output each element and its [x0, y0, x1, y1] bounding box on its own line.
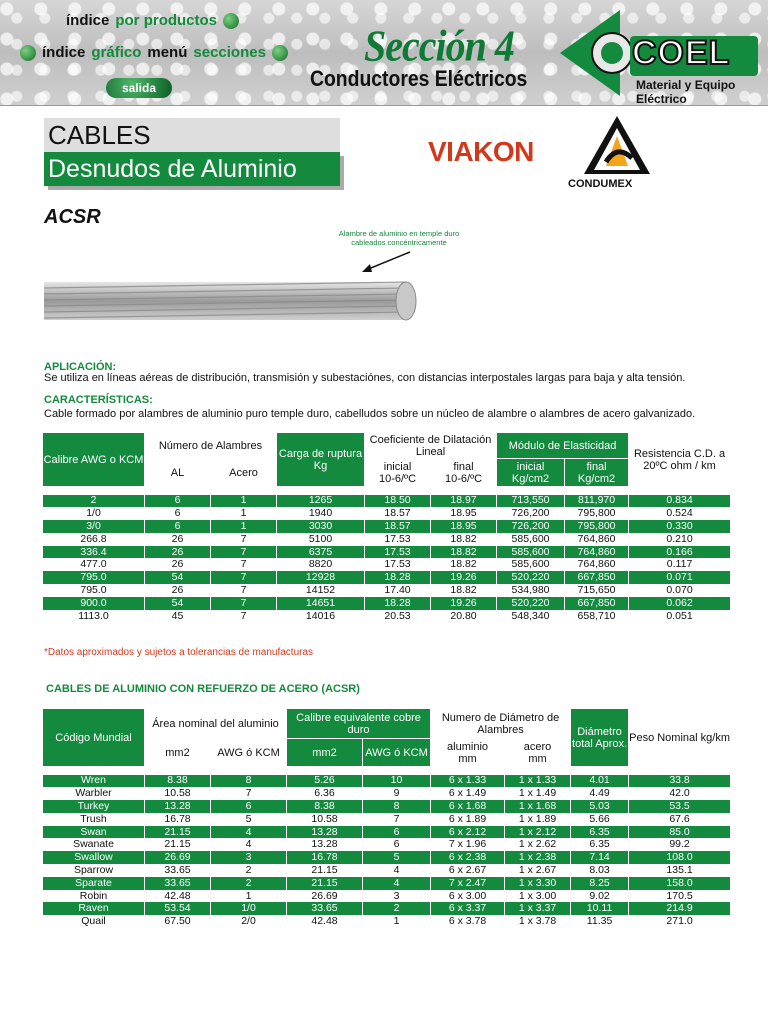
table-cell: 13.28: [287, 826, 363, 839]
table-cell: 10.58: [287, 813, 363, 826]
table-cell: 8.25: [571, 877, 629, 890]
aplicacion-heading: APLICACIÓN:: [44, 361, 117, 373]
viakon-logo: VIAKON: [428, 136, 534, 167]
table-cell: 18.97: [431, 495, 497, 508]
page-header: [0, 0, 768, 106]
table-cell: 6 x 2.38: [431, 851, 505, 864]
table-cell: 158.0: [629, 877, 731, 890]
table-cell: 21.15: [145, 826, 211, 839]
table-cell: 0.166: [629, 546, 731, 559]
table-cell: 520,220: [497, 597, 565, 610]
table-cell: 8.38: [145, 775, 211, 788]
table-cell: 4: [211, 838, 287, 851]
table-cell: 7: [211, 533, 277, 546]
table-cell: Robin: [43, 890, 145, 903]
table-cell: 9: [363, 787, 431, 800]
table-cell: 6 x 2.12: [431, 826, 505, 839]
table-cell: 6375: [277, 546, 365, 559]
section-number: Sección 4: [364, 20, 514, 71]
table-cell: 336.4: [43, 546, 145, 559]
header-area: Área nominal del aluminio: [145, 709, 287, 739]
table-cell: 5100: [277, 533, 365, 546]
table2-title: CABLES DE ALUMINIO CON REFUERZO DE ACERO (ACSR): [46, 683, 360, 695]
table-cell: 795.0: [43, 584, 145, 597]
header-cobre-awg: AWG ó KCM: [363, 739, 431, 767]
table-cell: 0.117: [629, 558, 731, 571]
table-cell: 1 x 2.62: [505, 838, 571, 851]
caracteristicas-heading: CARACTERÍSTICAS:: [44, 394, 153, 406]
table-cell: 658,710: [565, 610, 629, 623]
header-carga: Carga de ruptura Kg: [277, 433, 365, 487]
table-cell: 6: [363, 838, 431, 851]
table-cell: 4.01: [571, 775, 629, 788]
table-cell: 7: [211, 787, 287, 800]
table-cell: 26: [145, 546, 211, 559]
table-cell: 4: [211, 826, 287, 839]
table-cell: 18.28: [365, 597, 431, 610]
table-cell: 726,200: [497, 507, 565, 520]
header-calibre-equiv: Calibre equivalente cobre duro: [287, 709, 431, 739]
table-cell: 1 x 3.00: [505, 890, 571, 903]
aplicacion-text: Se utiliza en líneas aéreas de distribución, transmisión y subestaciónes, con distancias interpostales largas para baja y alta tensión.: [44, 372, 686, 384]
table-cell: Turkey: [43, 800, 145, 813]
table-cell: 1: [211, 495, 277, 508]
table-cell: 1 x 2.12: [505, 826, 571, 839]
table-cell: 2/0: [211, 915, 287, 928]
table-cell: Sparate: [43, 877, 145, 890]
table-cell: 1: [363, 915, 431, 928]
table-row: [43, 775, 731, 788]
footnote: *Datos aproximados y sujetos a tolerancias de manufacturas: [44, 647, 314, 658]
acsr-specs-body: [43, 495, 731, 623]
acsr-codes-body: [43, 775, 731, 929]
table-cell: 1113.0: [43, 610, 145, 623]
acsr-codes-table: [42, 708, 731, 928]
table-cell: 7: [211, 610, 277, 623]
table-cell: 1940: [277, 507, 365, 520]
table-cell: 1 x 1.33: [505, 775, 571, 788]
table-row: [43, 495, 731, 508]
condumex-label: CONDUMEX: [568, 178, 633, 190]
table-row: [43, 915, 731, 928]
table-cell: 1: [211, 520, 277, 533]
table-cell: 1 x 1.49: [505, 787, 571, 800]
table-cell: 1: [211, 507, 277, 520]
table-cell: 16.78: [145, 813, 211, 826]
table-cell: 520,220: [497, 571, 565, 584]
header-area-awg: AWG ó KCM: [211, 739, 287, 767]
table-cell: 6: [145, 507, 211, 520]
table-cell: 10: [363, 775, 431, 788]
table-cell: 8: [211, 775, 287, 788]
table-cell: 585,600: [497, 533, 565, 546]
salida-button[interactable]: salida: [106, 78, 172, 98]
table-row: [43, 787, 731, 800]
table-cell: 18.82: [431, 546, 497, 559]
table-cell: 0.210: [629, 533, 731, 546]
table-cell: 271.0: [629, 915, 731, 928]
caracteristicas-text: Cable formado por alambres de aluminio puro temple duro, cabelludos sobre un núcleo de alambre o alambres de acero galvanizado.: [44, 408, 696, 420]
table-cell: 33.65: [145, 864, 211, 877]
header-peso: Peso Nominal kg/km: [629, 709, 731, 767]
table-cell: 7 x 2.47: [431, 877, 505, 890]
table-cell: 667,850: [565, 597, 629, 610]
table-cell: 26: [145, 558, 211, 571]
table-cell: 18.95: [431, 520, 497, 533]
table-cell: 21.15: [145, 838, 211, 851]
table-cell: 19.26: [431, 571, 497, 584]
table-cell: 795,800: [565, 520, 629, 533]
table-cell: 0.062: [629, 597, 731, 610]
table-cell: 6 x 2.67: [431, 864, 505, 877]
table-cell: 19.26: [431, 597, 497, 610]
table-row: [43, 507, 731, 520]
table-cell: 18.57: [365, 520, 431, 533]
table-cell: 18.28: [365, 571, 431, 584]
table-row: [43, 902, 731, 915]
table-cell: 54: [145, 597, 211, 610]
table-row: [43, 571, 731, 584]
table-cell: 33.65: [145, 877, 211, 890]
table-cell: 6: [363, 826, 431, 839]
table-cell: 795.0: [43, 571, 145, 584]
table-cell: 9.02: [571, 890, 629, 903]
table-cell: 266.8: [43, 533, 145, 546]
acsr-specs-table: [42, 432, 731, 622]
nav-menu-secciones[interactable]: menú: [147, 44, 188, 61]
table-cell: 8.38: [287, 800, 363, 813]
cable-illustration-icon: [44, 248, 424, 324]
table-cell: 5: [363, 851, 431, 864]
table-cell: 10.11: [571, 902, 629, 915]
table-cell: 764,860: [565, 558, 629, 571]
table-cell: 2: [211, 864, 287, 877]
header-cobre-mm2: mm2: [287, 739, 363, 767]
table-cell: 6 x 1.89: [431, 813, 505, 826]
header-aluminio: aluminio mm: [431, 739, 505, 767]
table-row: [43, 890, 731, 903]
table-cell: 14651: [277, 597, 365, 610]
table-cell: 18.50: [365, 495, 431, 508]
table-cell: 6 x 3.78: [431, 915, 505, 928]
table-cell: 0.524: [629, 507, 731, 520]
table-cell: 5: [211, 813, 287, 826]
table-cell: Wren: [43, 775, 145, 788]
table-cell: 54: [145, 571, 211, 584]
table-row: [43, 597, 731, 610]
table-cell: 6: [145, 520, 211, 533]
table-cell: 5.66: [571, 813, 629, 826]
table-cell: 6 x 1.49: [431, 787, 505, 800]
table-cell: Raven: [43, 902, 145, 915]
header-codigo: Código Mundial: [43, 709, 145, 767]
page-title: [44, 118, 340, 188]
table-cell: 548,340: [497, 610, 565, 623]
table-cell: 7: [211, 558, 277, 571]
table-cell: 585,600: [497, 546, 565, 559]
table-cell: 0.071: [629, 571, 731, 584]
product-code: ACSR: [44, 206, 101, 228]
table-cell: 0.330: [629, 520, 731, 533]
table-row: [43, 877, 731, 890]
table-cell: 20.53: [365, 610, 431, 623]
table-cell: 1: [211, 890, 287, 903]
table-cell: 1/0: [43, 507, 145, 520]
table-cell: 0.834: [629, 495, 731, 508]
table-row: [43, 826, 731, 839]
header-mod-inicial: inicial Kg/cm2: [497, 459, 565, 487]
table-cell: 14152: [277, 584, 365, 597]
table-cell: 17.53: [365, 558, 431, 571]
table-cell: 0.070: [629, 584, 731, 597]
table-cell: 17.40: [365, 584, 431, 597]
table-cell: Trush: [43, 813, 145, 826]
table-cell: Sparrow: [43, 864, 145, 877]
table-cell: 6: [211, 800, 287, 813]
green-dot-icon: [20, 45, 36, 61]
table-cell: 42.48: [287, 915, 363, 928]
title-desnudos: Desnudos de Aluminio: [44, 152, 340, 186]
table-cell: 42.0: [629, 787, 731, 800]
table-cell: 726,200: [497, 520, 565, 533]
table-cell: 1265: [277, 495, 365, 508]
table-cell: 4.49: [571, 787, 629, 800]
header-numero-alambres: Número de Alambres: [145, 433, 277, 459]
table-cell: 1 x 1.89: [505, 813, 571, 826]
table-cell: 8820: [277, 558, 365, 571]
table-cell: 3: [211, 851, 287, 864]
table-cell: 6 x 1.68: [431, 800, 505, 813]
table-cell: 108.0: [629, 851, 731, 864]
table-cell: 33.65: [287, 902, 363, 915]
table-cell: Warbler: [43, 787, 145, 800]
header-diametro: Diámetro total Aprox.: [571, 709, 629, 767]
header-al: AL: [145, 459, 211, 487]
table-cell: 811,970: [565, 495, 629, 508]
table-cell: 1/0: [211, 902, 287, 915]
header-modulo: Módulo de Elasticidad: [497, 433, 629, 459]
header-resistencia: Resistencia C.D. a 20ºC ohm / km: [629, 433, 731, 487]
table-cell: 6.35: [571, 838, 629, 851]
header-coef-inicial: inicial 10-6/ºC: [365, 459, 431, 487]
table-cell: 6: [145, 495, 211, 508]
table-cell: 2: [211, 877, 287, 890]
table-row: [43, 800, 731, 813]
table-cell: 3030: [277, 520, 365, 533]
table-cell: 33.8: [629, 775, 731, 788]
table-cell: 99.2: [629, 838, 731, 851]
table-row: [43, 851, 731, 864]
table-cell: 17.53: [365, 533, 431, 546]
table-cell: 18.82: [431, 584, 497, 597]
table-cell: 7: [211, 546, 277, 559]
table-cell: 585,600: [497, 558, 565, 571]
table-cell: 7.14: [571, 851, 629, 864]
table-cell: 6 x 1.33: [431, 775, 505, 788]
table-cell: 4: [363, 877, 431, 890]
table-cell: 2: [363, 902, 431, 915]
brand-subtitle: Material y Equipo Eléctrico: [636, 78, 736, 106]
table-cell: 135.1: [629, 864, 731, 877]
table-row: [43, 533, 731, 546]
table-row: [43, 813, 731, 826]
table-cell: 534,980: [497, 584, 565, 597]
header-area-mm2: mm2: [145, 739, 211, 767]
table-cell: 1 x 1.68: [505, 800, 571, 813]
table-cell: 1 x 3.30: [505, 877, 571, 890]
table-cell: 667,850: [565, 571, 629, 584]
table-cell: 26.69: [145, 851, 211, 864]
header-calibre: Calibre AWG o KCM: [43, 433, 145, 487]
table-cell: 18.82: [431, 533, 497, 546]
table-cell: 2: [43, 495, 145, 508]
table-cell: 20.80: [431, 610, 497, 623]
table-cell: 7: [211, 597, 277, 610]
table-cell: 477.0: [43, 558, 145, 571]
table-cell: 7: [363, 813, 431, 826]
table-cell: 900.0: [43, 597, 145, 610]
table-cell: 8.03: [571, 864, 629, 877]
table-cell: 7: [211, 584, 277, 597]
green-dot-icon: [223, 13, 239, 29]
table-row: [43, 838, 731, 851]
table-cell: 1 x 3.37: [505, 902, 571, 915]
title-cables: CABLES: [44, 118, 340, 152]
table-cell: 3/0: [43, 520, 145, 533]
table-cell: Swan: [43, 826, 145, 839]
table-cell: 1 x 2.67: [505, 864, 571, 877]
table-cell: 5.03: [571, 800, 629, 813]
table-row: [43, 558, 731, 571]
table-row: [43, 520, 731, 533]
table-cell: 10.58: [145, 787, 211, 800]
table-cell: 1 x 3.78: [505, 915, 571, 928]
header-numero-diametro: Numero de Diámetro de Alambres: [431, 709, 571, 739]
table-cell: Swallow: [43, 851, 145, 864]
table-cell: Swanate: [43, 838, 145, 851]
table-cell: 17.53: [365, 546, 431, 559]
table-cell: 53.5: [629, 800, 731, 813]
table-cell: 12928: [277, 571, 365, 584]
table-cell: 14016: [277, 610, 365, 623]
header-mod-final: final Kg/cm2: [565, 459, 629, 487]
table-row: [43, 864, 731, 877]
table-cell: 7 x 1.96: [431, 838, 505, 851]
header-coeficiente: Coeficiente de Dilatación Lineal: [365, 433, 497, 459]
table-cell: 13.28: [145, 800, 211, 813]
table-cell: 4: [363, 864, 431, 877]
table-cell: 764,860: [565, 546, 629, 559]
header-acero-mm: acero mm: [505, 739, 571, 767]
table-cell: 18.57: [365, 507, 431, 520]
cable-annotation: Alambre de aluminio en temple duro cableados concéntricamente: [338, 229, 460, 247]
table-cell: 6 x 3.37: [431, 902, 505, 915]
table-cell: 13.28: [287, 838, 363, 851]
green-dot-icon: [272, 45, 288, 61]
table-cell: 764,860: [565, 533, 629, 546]
header-coef-final: final 10-6/ºC: [431, 459, 497, 487]
table-cell: 7: [211, 571, 277, 584]
table-cell: 42.48: [145, 890, 211, 903]
table-cell: 0.051: [629, 610, 731, 623]
table-cell: 67.50: [145, 915, 211, 928]
table-cell: 795,800: [565, 507, 629, 520]
table-cell: 21.15: [287, 877, 363, 890]
table-cell: 16.78: [287, 851, 363, 864]
table-cell: 85.0: [629, 826, 731, 839]
table-cell: 26.69: [287, 890, 363, 903]
table-row: [43, 610, 731, 623]
table-cell: 170.5: [629, 890, 731, 903]
table-cell: 1 x 2.38: [505, 851, 571, 864]
table-cell: Quail: [43, 915, 145, 928]
table-cell: 8: [363, 800, 431, 813]
table-cell: 6.36: [287, 787, 363, 800]
nav-indice-grafico[interactable]: índice gráfico menú secciones: [20, 44, 288, 61]
table-row: [43, 584, 731, 597]
table-cell: 5.26: [287, 775, 363, 788]
table-cell: 214.9: [629, 902, 731, 915]
table-cell: 715,650: [565, 584, 629, 597]
table-cell: 6 x 3.00: [431, 890, 505, 903]
table-cell: 45: [145, 610, 211, 623]
table-cell: 11.35: [571, 915, 629, 928]
table-row: [43, 546, 731, 559]
section-title: Conductores Eléctricos: [310, 66, 528, 91]
table-cell: 21.15: [287, 864, 363, 877]
nav-indice-productos[interactable]: índice por productos: [66, 12, 239, 29]
table-cell: 6.35: [571, 826, 629, 839]
table-cell: 26: [145, 584, 211, 597]
header-acero: Acero: [211, 459, 277, 487]
table-cell: 67.6: [629, 813, 731, 826]
table-cell: 53.54: [145, 902, 211, 915]
table-cell: 713,550: [497, 495, 565, 508]
table-cell: 18.95: [431, 507, 497, 520]
table-cell: 18.82: [431, 558, 497, 571]
table-cell: 26: [145, 533, 211, 546]
table-cell: 3: [363, 890, 431, 903]
condumex-logo-icon: [582, 114, 652, 176]
brand-name: COEL: [632, 34, 731, 72]
